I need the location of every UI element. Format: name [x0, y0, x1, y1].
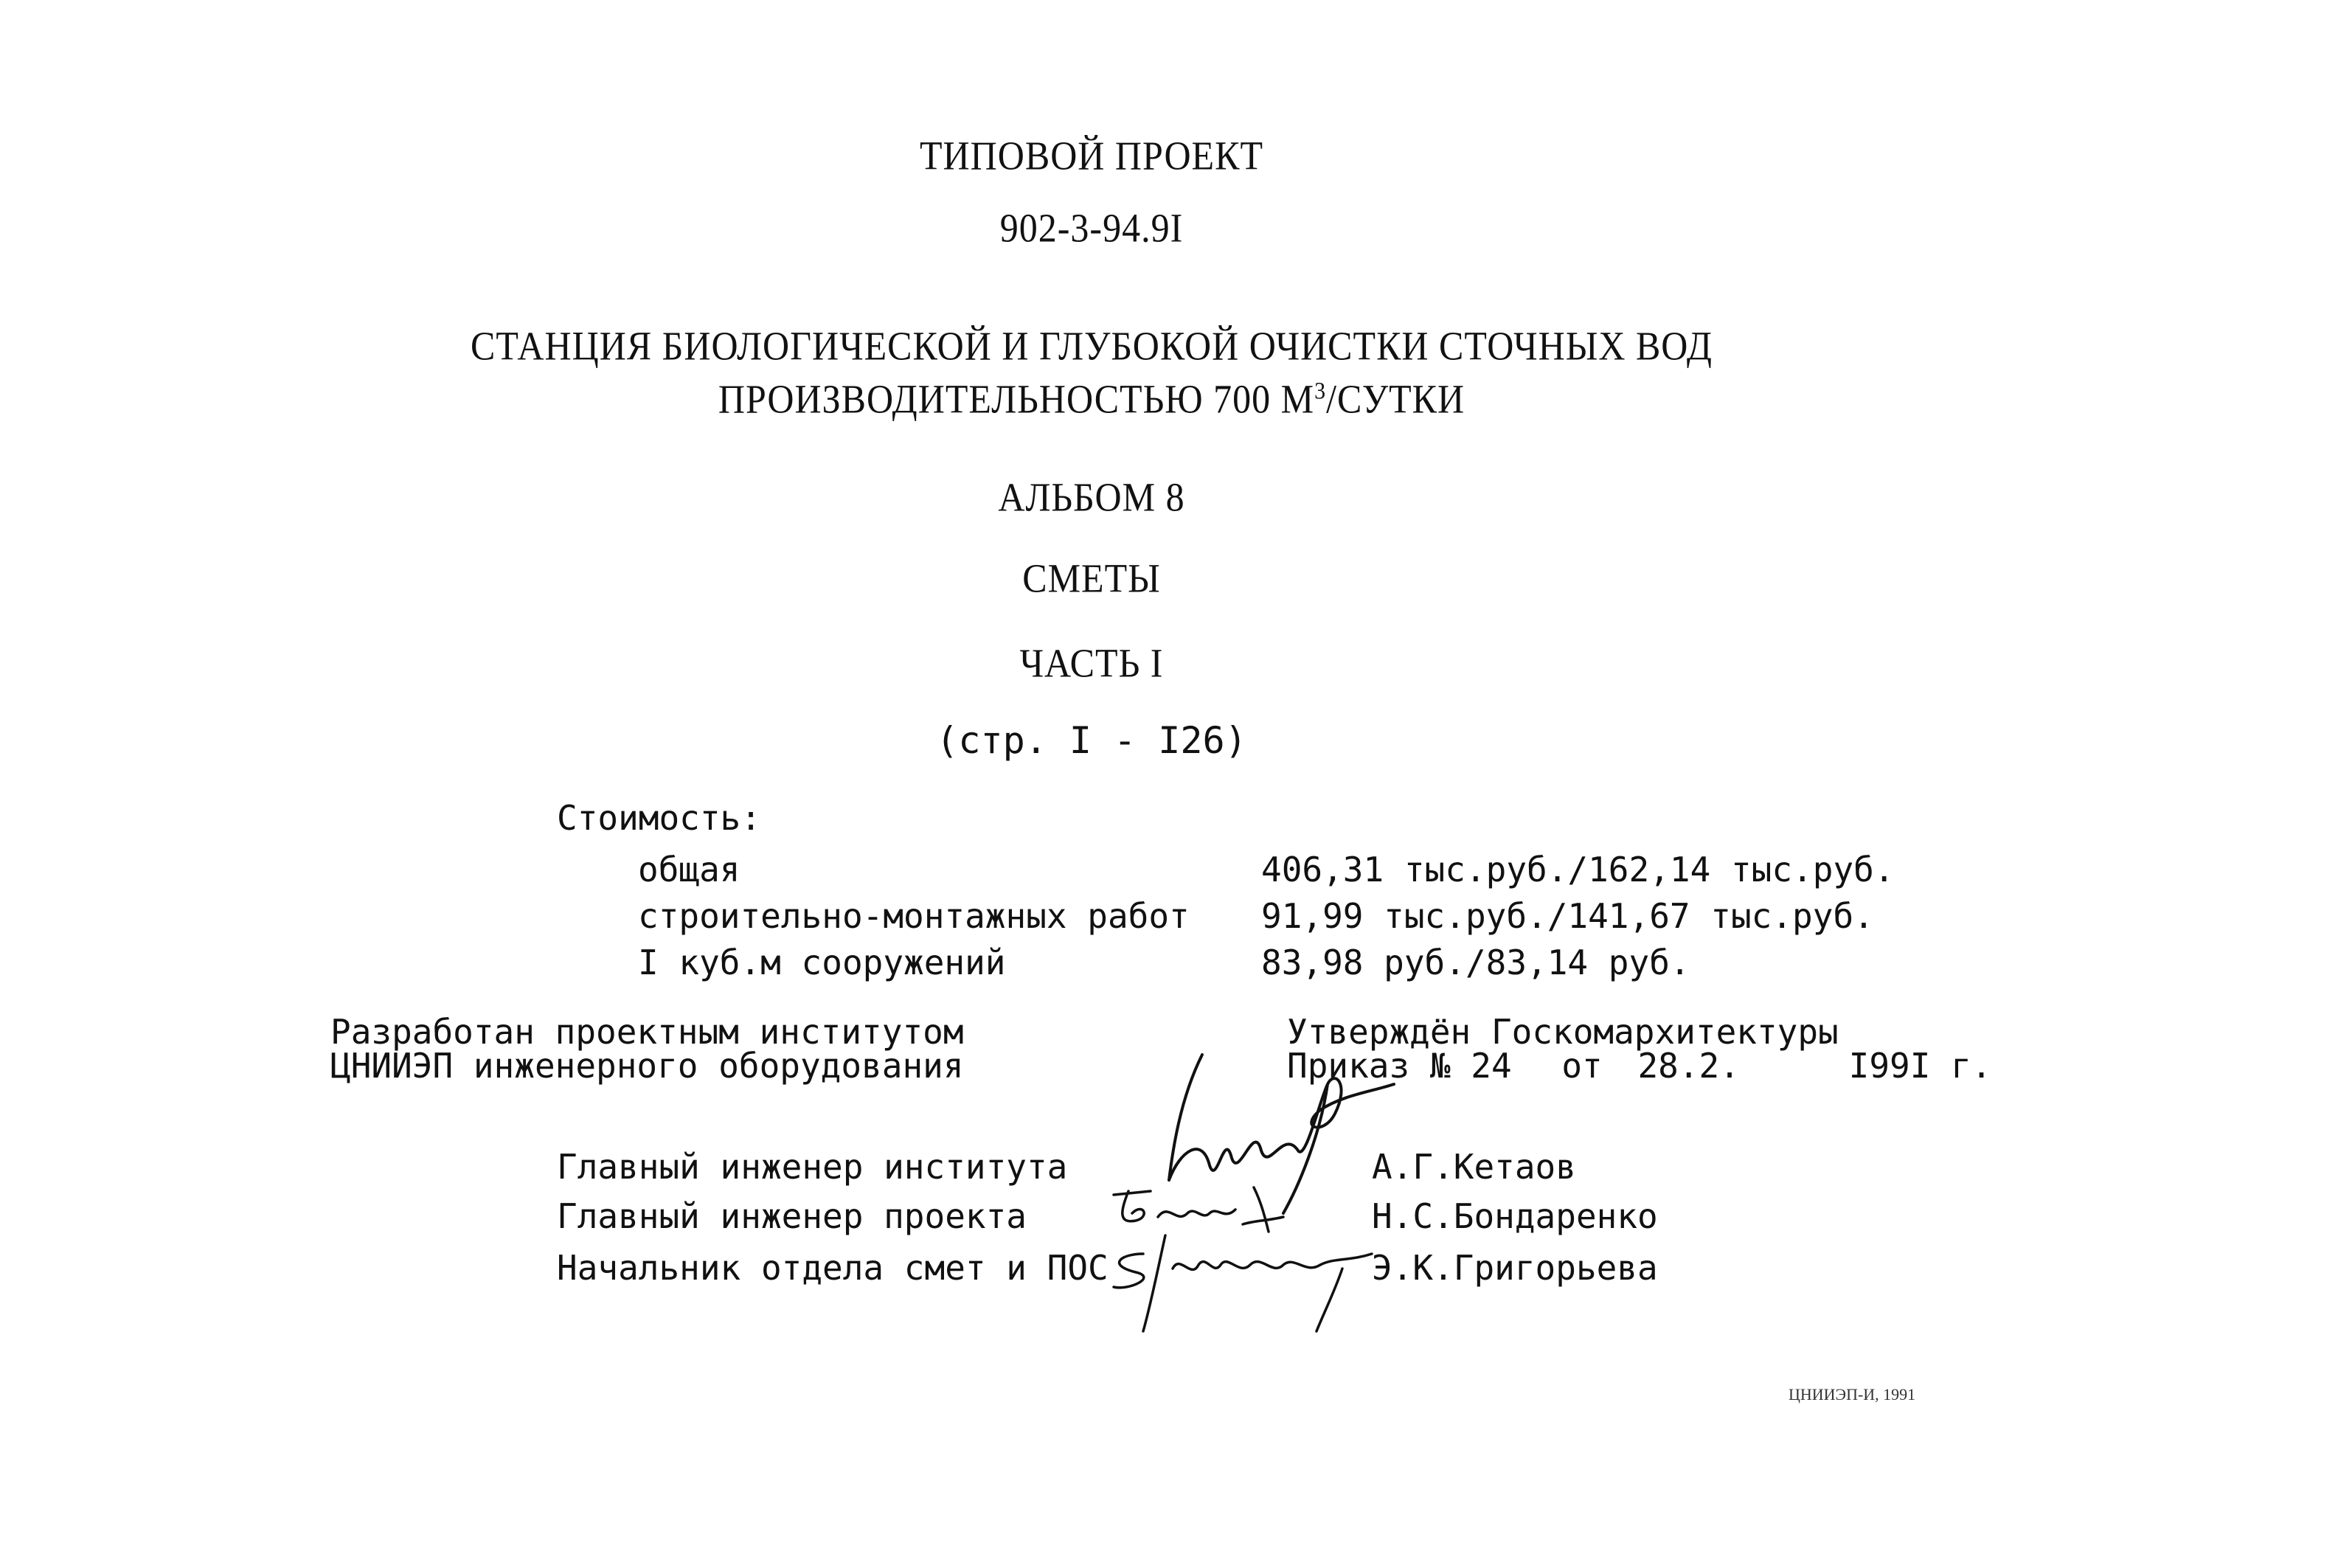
- page-range: (стр. I - I26): [936, 719, 1247, 762]
- approval-date-prefix: от: [1561, 1046, 1603, 1086]
- approval-line-1: Утверждён Госкомархитектуры: [1287, 1012, 1839, 1052]
- footer-code: ЦНИИЭП-И, 1991: [1789, 1385, 1916, 1404]
- project-number: 902-3-94.9I: [999, 205, 1184, 251]
- title-line-2: [0, 375, 2183, 423]
- cost-row-label: общая: [638, 850, 740, 889]
- approval-order-number: 24: [1471, 1046, 1512, 1086]
- cost-row-value: 406,31 тыс.руб./162,14 тыс.руб.: [1261, 850, 1895, 889]
- cost-row-label: I куб.м сооружений: [638, 943, 1006, 982]
- signatory-name: Э.К.Григорьева: [1372, 1248, 1658, 1288]
- title-line-2-prefix: ПРОИЗВОДИТЕЛЬНОСТЬЮ 700 М: [718, 376, 1315, 422]
- title-line-1: СТАНЦИЯ БИОЛОГИЧЕСКОЙ И ГЛУБОКОЙ ОЧИСТКИ СТОЧНЫХ ВОД: [470, 323, 1713, 369]
- cost-row-value: 91,99 тыс.руб./141,67 тыс.руб.: [1261, 896, 1874, 936]
- signatory-name: Н.С.Бондаренко: [1372, 1196, 1658, 1236]
- approval-order-prefix: Приказ №: [1287, 1046, 1451, 1086]
- approval-date: 28.2.: [1637, 1046, 1740, 1086]
- developer-line-2: ЦНИИЭП инженерного оборудования: [330, 1046, 964, 1086]
- developer-line-1: Разработан проектным институтом: [330, 1012, 964, 1052]
- signatory-role: Главный инженер проекта: [557, 1196, 1027, 1236]
- title-line-2-superscript: 3: [1314, 377, 1327, 404]
- part-number: ЧАСТЬ I: [1019, 640, 1164, 686]
- cost-row-label: строительно-монтажных работ: [638, 896, 1190, 936]
- section-title: СМЕТЫ: [1022, 555, 1161, 601]
- title-line-2-suffix: /СУТКИ: [1326, 376, 1465, 422]
- approval-year: I99I г.: [1848, 1046, 1992, 1086]
- signature-head-estimates: [1099, 1224, 1379, 1335]
- album-number: АЛЬБОМ 8: [998, 474, 1185, 520]
- signatory-role: Начальник отдела смет и ПОС: [557, 1248, 1109, 1288]
- cost-label: Стоимость:: [557, 798, 761, 838]
- document-type: ТИПОВОЙ ПРОЕКТ: [919, 133, 1263, 178]
- cost-row-value: 83,98 руб./83,14 руб.: [1261, 943, 1690, 982]
- signatory-role: Главный инженер института: [557, 1147, 1068, 1187]
- signatory-name: А.Г.Кетаов: [1372, 1147, 1576, 1187]
